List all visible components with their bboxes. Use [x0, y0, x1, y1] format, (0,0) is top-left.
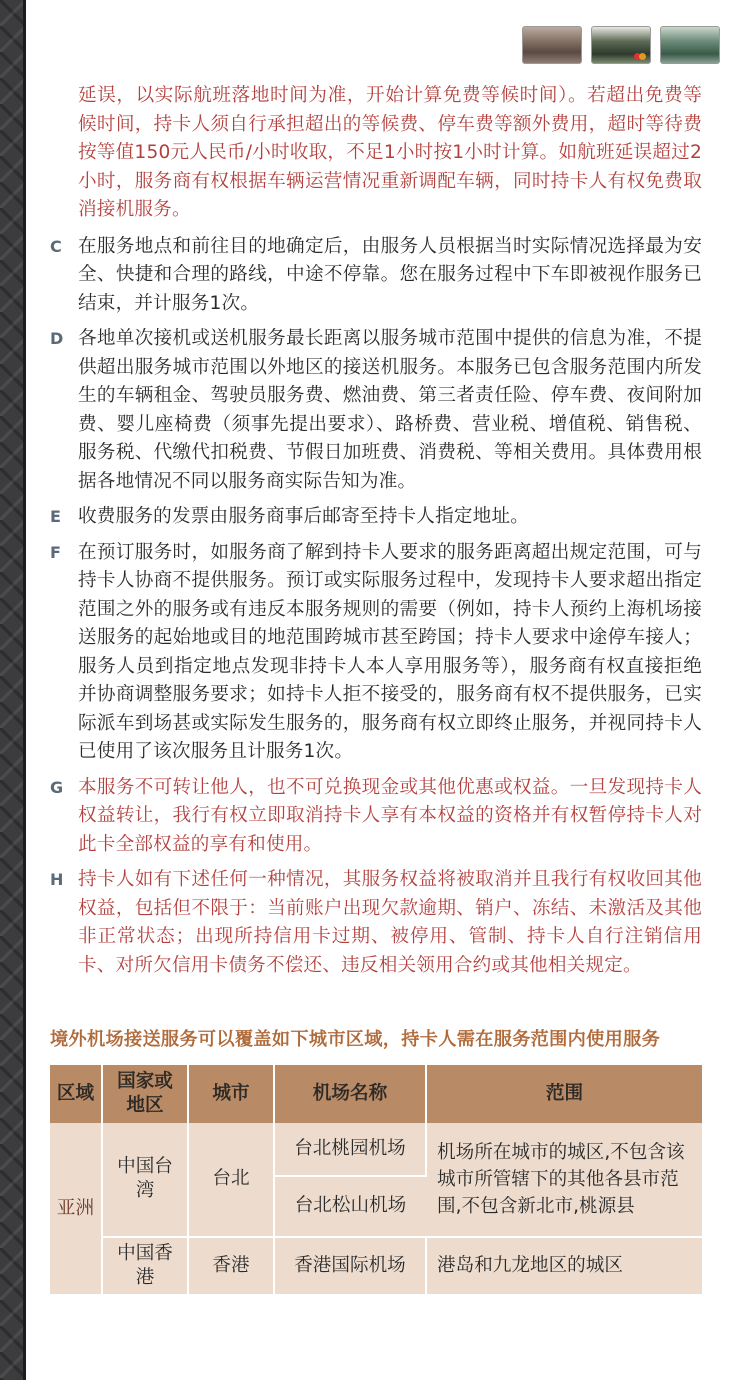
card-image-3 [660, 26, 720, 64]
decorative-side-strip [0, 0, 26, 1380]
term-text: 本服务不可转让他人，也不可兑换现金或其他优惠或权益。一旦发现持卡人权益转让，我行有权立即取消持卡人享有本权益的资格并有权暂停持卡人对此卡全部权益的享有和使用。 [78, 776, 702, 855]
airport-cell: 香港国际机场 [274, 1237, 426, 1295]
table-row [50, 1123, 702, 1176]
header-airport: 机场名称 [274, 1065, 426, 1123]
intro-continuation: 延误，以实际航班落地时间为准，开始计算免费等候时间）。若超出免费等候时间，持卡人须自行承担超出的等候费、停车费等额外费用，超时等待费按等值150元人民币/小时收取，不足1小时按1小时计算。如航班延误超过2小时，服务商有权根据车辆运营情况重新调配车辆，同时持卡人有权免费取消接机服务。 [78, 85, 702, 220]
term-item-c [50, 233, 702, 319]
country-cell: 中国台湾 [102, 1123, 188, 1237]
term-text: 各地单次接机或送机服务最长距离以服务城市范围中提供的信息为准，不提供超出服务城市范围以外地区的接送机服务。本服务已包含服务范围内所发生的车辆租金、驾驶员服务费、燃油费、第三者责任险、停车费、夜间附加费、婴儿座椅费（须事先提出要求）、路桥费、营业税、增值税、销售税、服务税、代缴代扣税费、节假日加班费、消费税、等相关费用。具体费用根据各地情况不同以服务商实际告知为准。 [78, 328, 702, 492]
term-label: E [50, 507, 61, 526]
card-image-2 [591, 26, 651, 64]
card-thumbnails [522, 26, 720, 64]
term-item-d [50, 325, 702, 496]
airport-cell: 台北桃园机场 [274, 1123, 426, 1176]
city-cell: 香港 [188, 1237, 274, 1295]
term-label: G [50, 777, 64, 797]
mastercard-logo-icon [634, 53, 646, 60]
term-text: 持卡人如有下述任何一种情况，其服务权益将被取消并且我行有权收回其他权益，包括但不限于：当前账户出现欠款逾期、销户、冻结、未激活及其他非正常状态；出现所持信用卡过期、被停用、管制、持卡人自行注销信用卡、对所欠信用卡债务不偿还、违反相关领用合约或其他相关规定。 [78, 869, 702, 976]
header-country: 国家或地区 [102, 1065, 188, 1123]
region-cell: 亚洲 [50, 1123, 102, 1295]
term-label: H [50, 870, 64, 889]
term-item-f [50, 539, 702, 767]
coverage-table [50, 1065, 702, 1296]
card-image-1 [522, 26, 582, 64]
term-label: F [50, 542, 61, 562]
coverage-section-title: 境外机场接送服务可以覆盖如下城市区域，持卡人需在服务范围内使用服务 [50, 1029, 661, 1050]
header-city: 城市 [188, 1065, 274, 1123]
term-label: D [50, 329, 64, 348]
term-item-g [50, 774, 702, 860]
city-cell: 台北 [188, 1123, 274, 1237]
header-region: 区域 [50, 1065, 102, 1123]
term-item-h [50, 866, 702, 980]
range-cell: 港岛和九龙地区的城区 [426, 1237, 702, 1295]
country-cell: 中国香港 [102, 1237, 188, 1295]
terms-content [50, 82, 702, 1296]
range-cell: 机场所在城市的城区,不包含该城市所管辖下的其他各县市范围,不包含新北市,桃源县 [426, 1123, 702, 1237]
term-text: 在服务地点和前往目的地确定后，由服务人员根据当时实际情况选择最为安全、快捷和合理的路线，中途不停靠。您在服务过程中下车即被视作服务已结束，并计服务1次。 [78, 235, 702, 314]
term-item-e [50, 503, 702, 532]
airport-cell: 台北松山机场 [274, 1176, 426, 1236]
header-range: 范围 [426, 1065, 702, 1123]
term-text: 收费服务的发票由服务商事后邮寄至持卡人指定地址。 [78, 506, 530, 527]
table-row [50, 1237, 702, 1295]
term-label: C [50, 236, 62, 256]
table-header-row [50, 1065, 702, 1123]
term-text: 在预订服务时，如服务商了解到持卡人要求的服务距离超出规定范围，可与持卡人协商不提供服务。预订或实际服务过程中，发现持卡人要求超出指定范围之外的服务或有违反本服务规则的需要（例如，持卡人预约上海机场接送服务的起始地或目的地范围跨城市甚至跨国；持卡人要求中途停车接人；服务人员到指定地点发现非持卡人本人享用服务等），服务商有权直接拒绝并协商调整服务要求；如持卡人拒不接受的，服务商有权不提供服务，已实际派车到场甚或实际发生服务的，服务商有权立即终止服务，并视同持卡人已使用了该次服务且计服务1次。 [78, 541, 702, 762]
